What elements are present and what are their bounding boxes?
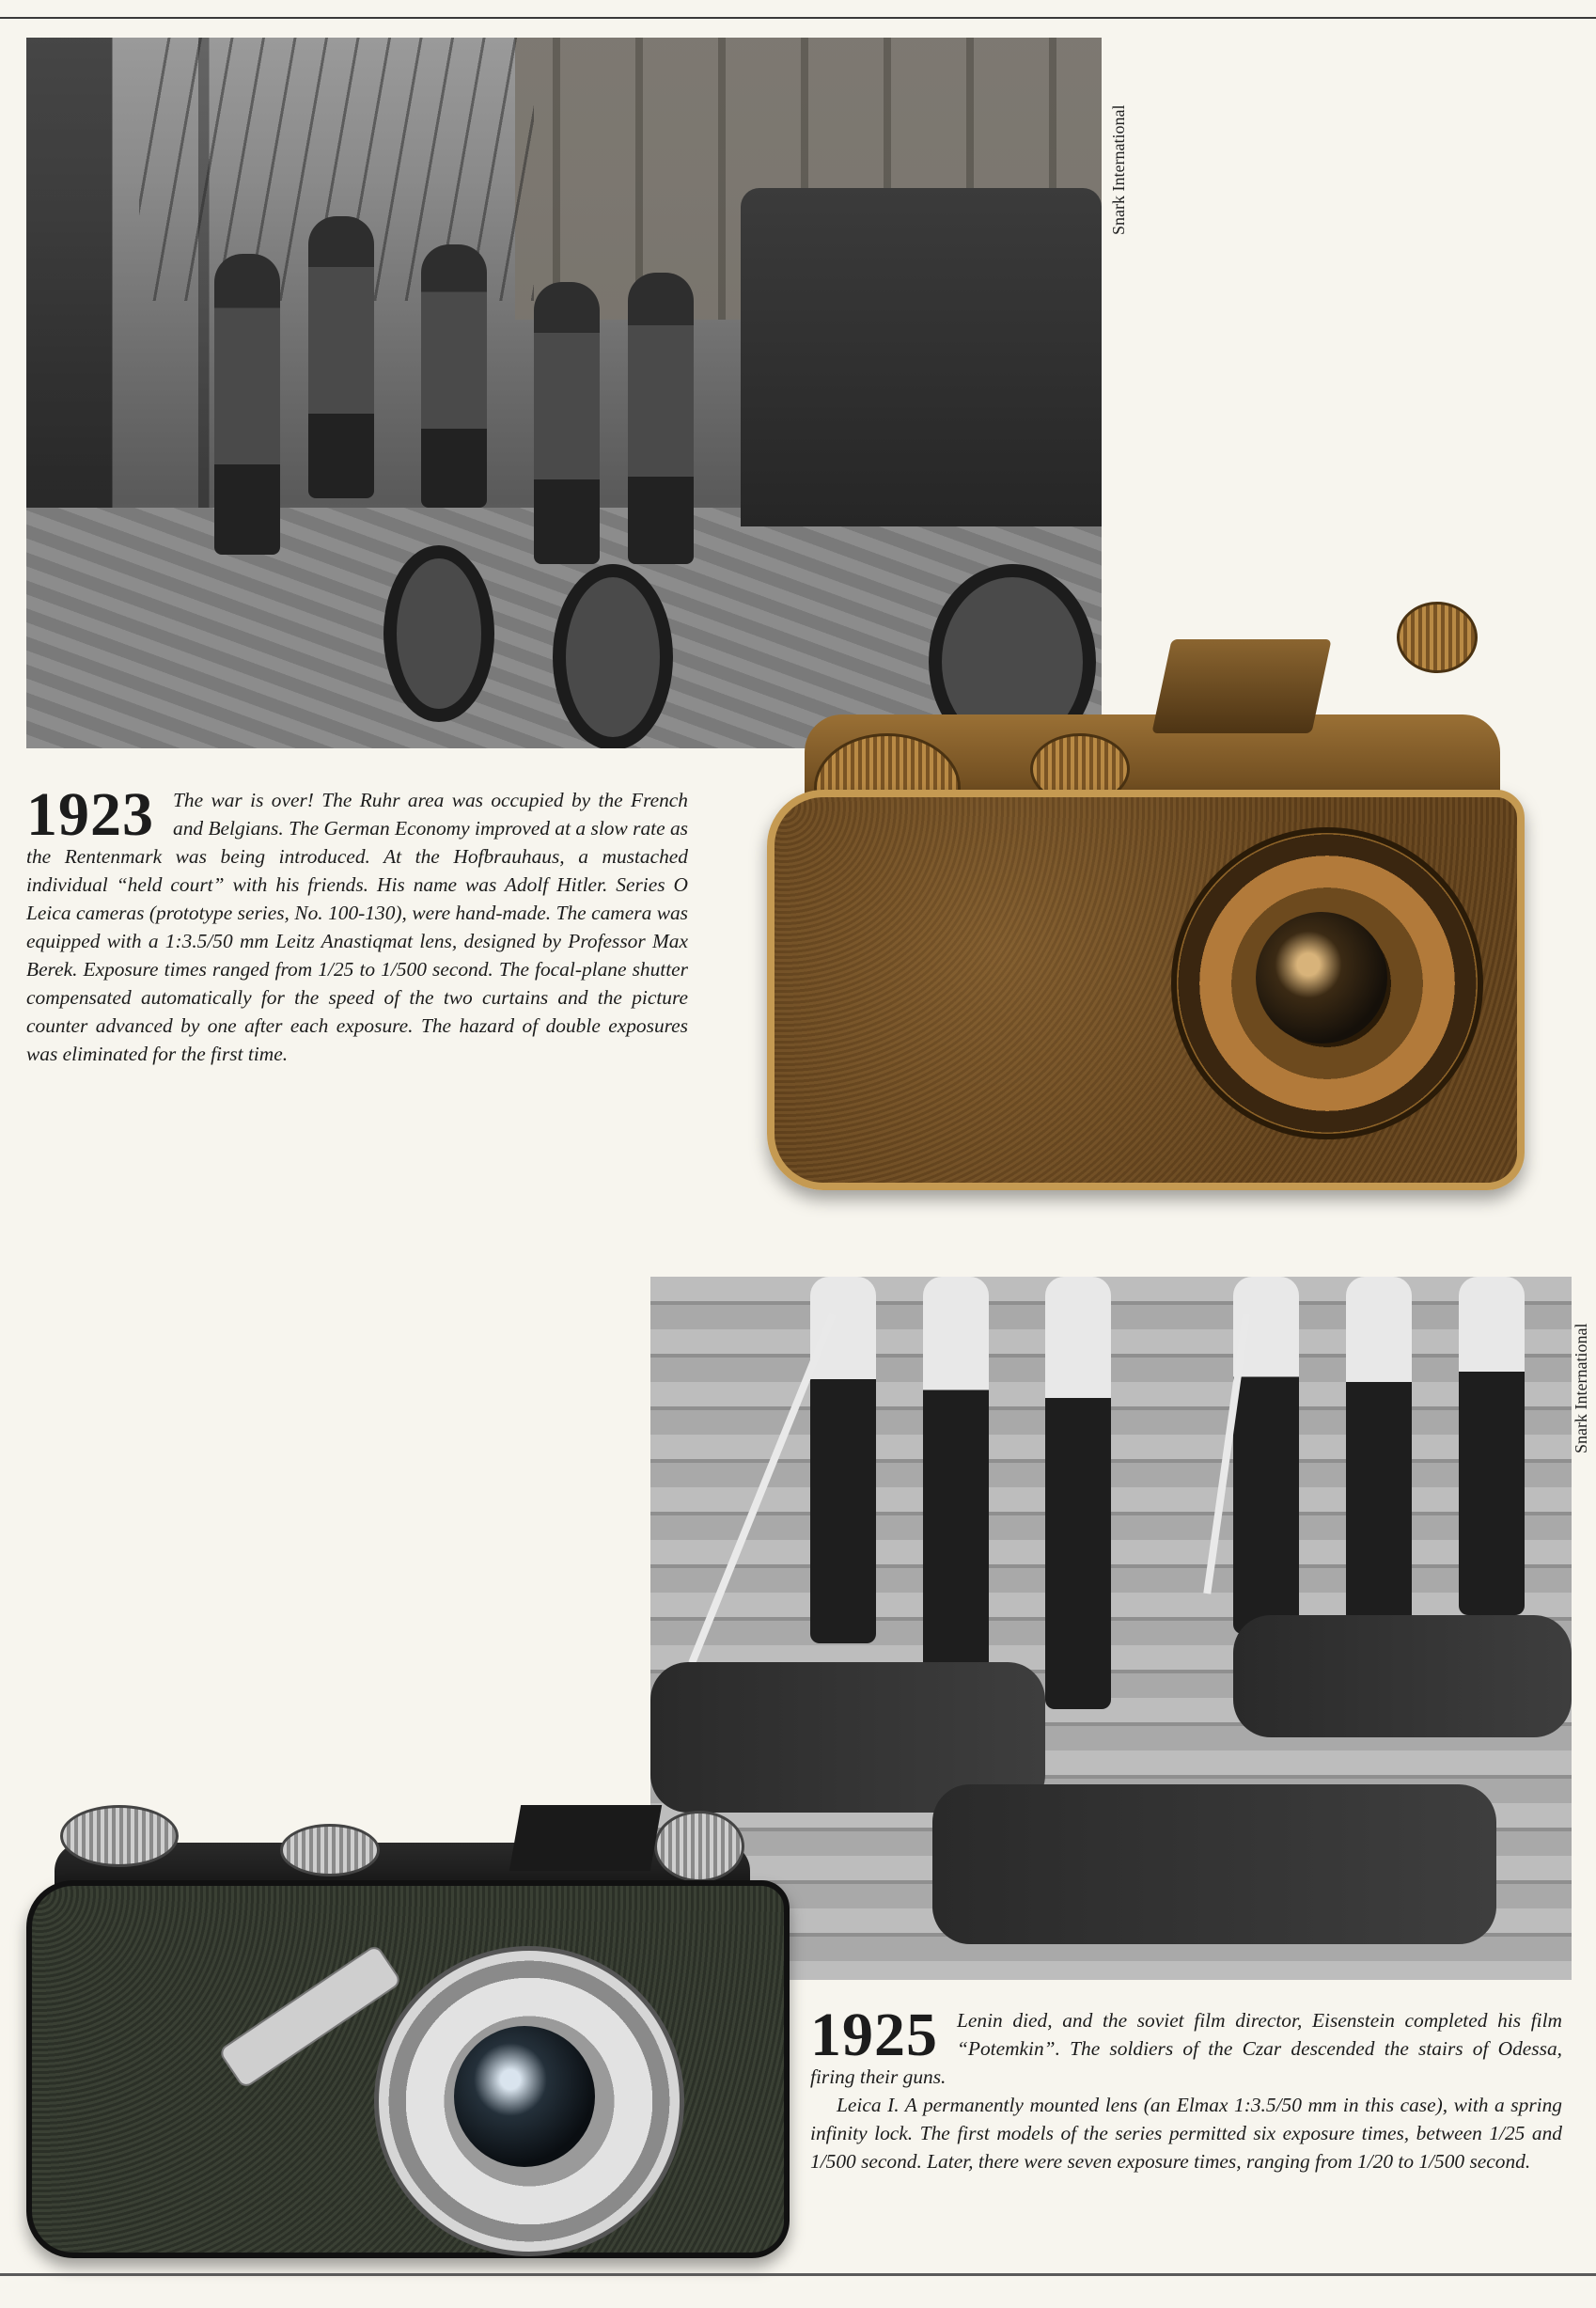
- photo-soldier-leg: [1459, 1277, 1525, 1615]
- entry-year: 1925: [810, 2001, 938, 2069]
- photo-bicycle-wheel: [383, 545, 494, 722]
- camera-shutter-dial: [280, 1824, 380, 1876]
- photo-soldier: [534, 282, 600, 564]
- entry-paragraph: Lenin died, and the soviet film director, Eisenstein completed his film “Potemkin”. The soldiers of the Czar descended the stairs of Odessa, firing their guns.: [810, 2009, 1562, 2088]
- entry-1925: [810, 2001, 1562, 2175]
- photo-soldier-leg: [1346, 1277, 1412, 1653]
- bottom-rule: [0, 2273, 1596, 2276]
- photo-bicycle-wheel: [553, 564, 673, 748]
- photo-leica-i-camera: [26, 1805, 778, 2247]
- photo-soldier-leg: [923, 1277, 989, 1681]
- camera-viewfinder: [1151, 639, 1331, 733]
- camera-viewfinder: [509, 1805, 662, 1871]
- entry-paragraph: Leica I. A permanently mounted lens (an Elmax 1:3.5/50 mm in this case), with a spring infinity lock. The first models of the series permitted six exposure times, between 1/25 and 1/500 second. Later, there were seven exposure times, ranging from 1/20 to 1/500 second.: [810, 2094, 1562, 2173]
- entry-1923: [26, 780, 688, 1068]
- photo-credit: Snark International: [1109, 104, 1128, 235]
- camera-lens-glass: [454, 2026, 595, 2167]
- photo-soldier: [628, 273, 694, 564]
- photo-armored-car: [741, 188, 1102, 526]
- photo-soldier: [214, 254, 280, 555]
- photo-soldier-leg: [810, 1277, 876, 1643]
- photo-soldier-leg: [1045, 1277, 1111, 1709]
- photo-credit: Snark International: [1572, 1323, 1590, 1453]
- photo-odessa-stairs: [650, 1277, 1572, 1980]
- photo-soldier: [421, 244, 487, 508]
- entry-paragraph: The war is over! The Ruhr area was occupied by the French and Belgians. The German Economy improved at a slow rate as the Rentenmark was being introduced. At the Hofbrauhaus, a mustached individual “held court” with his friends. His name was Adolf Hitler. Series O Leica cameras (prototype series, No. 100-130), were hand-made. The camera was equipped with a 1:3.5/50 mm Leitz Anastiqmat lens, designed by Professor Max Berek. Exposure times ranged from 1/25 to 1/500 second. The focal-plane shutter compensated automatically for the speed of the two curtains and the picture counter advanced by one after each exposure. The hazard of double exposures was eliminated for the first time.: [26, 789, 688, 1065]
- camera-lens-glass: [1256, 912, 1387, 1044]
- photo-fallen-figure: [932, 1784, 1496, 1944]
- camera-rewind-knob: [60, 1805, 179, 1867]
- camera-knob: [1397, 602, 1478, 673]
- camera-advance-knob: [654, 1811, 744, 1882]
- photo-soldier: [308, 216, 374, 498]
- photo-fallen-figure: [1233, 1615, 1572, 1737]
- entry-year: 1923: [26, 780, 154, 849]
- top-rule: [0, 17, 1596, 19]
- photo-leica-series-o-camera: [767, 602, 1519, 1194]
